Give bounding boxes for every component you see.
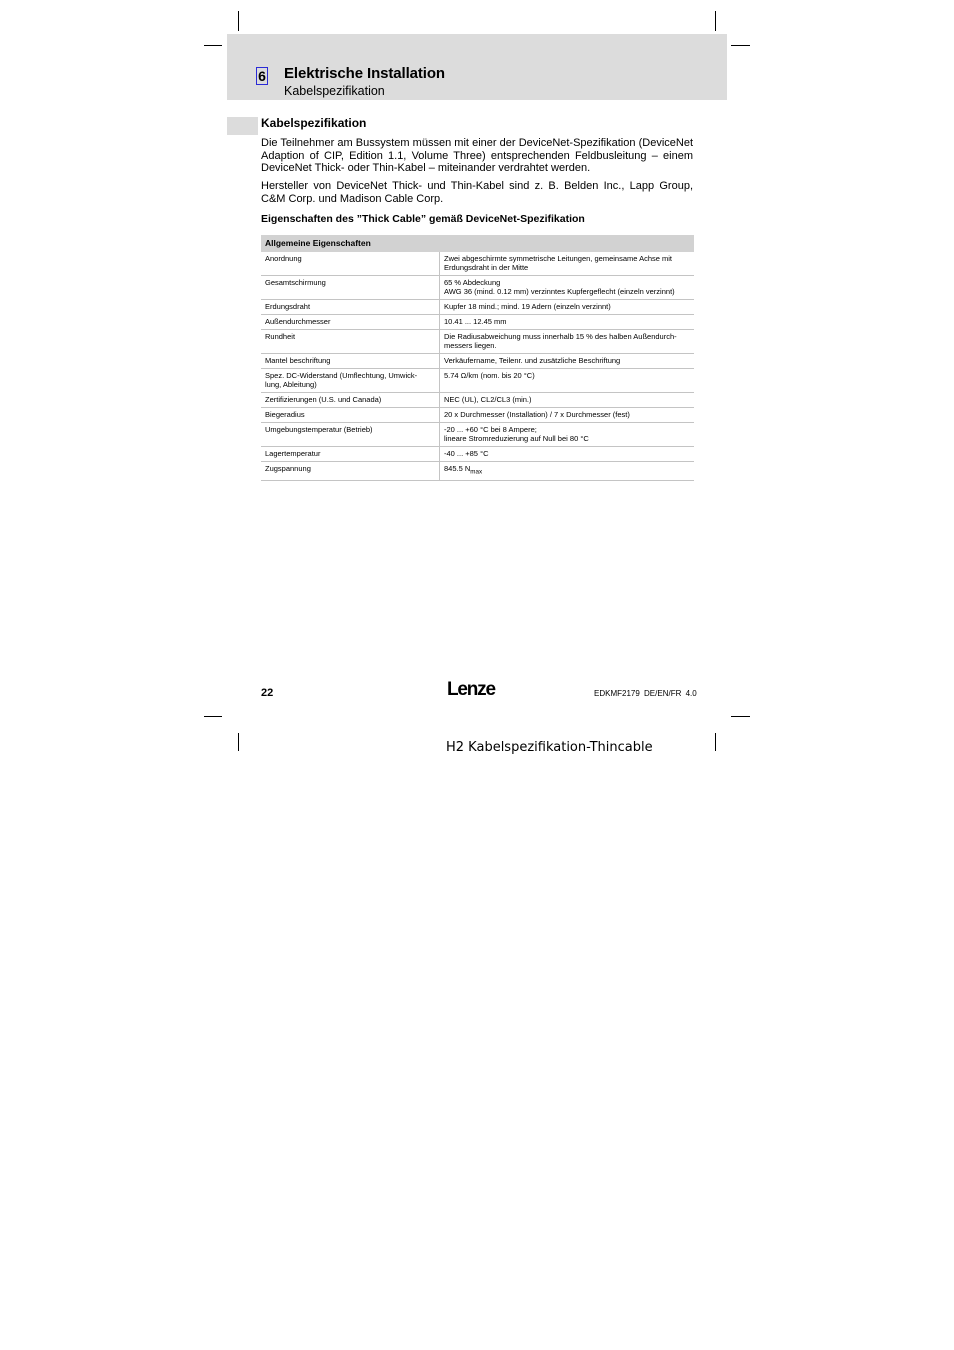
row-value: NEC (UL), CL2/CL3 (min.) xyxy=(440,393,695,408)
crop-mark xyxy=(715,733,716,751)
table-header: Allgemeine Eigenschaften xyxy=(261,235,694,252)
row-value: 5.74 Ω/km (nom. bis 20 °C) xyxy=(440,369,695,393)
row-key: Umgebungstemperatur (Betrieb) xyxy=(261,423,440,447)
chapter-title: Elektrische Installation xyxy=(284,65,445,82)
row-value: Die Radiusabweichung muss innerhalb 15 % des halben Außendurch- messers liegen. xyxy=(440,330,695,354)
row-key: Zugspannung xyxy=(261,462,440,481)
table-row xyxy=(261,393,694,408)
row-key: Spez. DC-Widerstand (Umflechtung, Umwick- lung, Ableitung) xyxy=(261,369,440,393)
section-marker xyxy=(227,117,258,135)
body-paragraph: Hersteller von DeviceNet Thick- und Thin-Kabel sind z. B. Belden Inc., Lapp Group, C&M Corp. und Madison Cable Corp. xyxy=(261,180,693,205)
row-value: Verkäufername, Teilenr. und zusätzliche Beschriftung xyxy=(440,354,695,369)
row-key: Zertifizierungen (U.S. und Canada) xyxy=(261,393,440,408)
row-value: -20 ... +60 °C bei 8 Ampere; lineare Stromreduzierung auf Null bei 80 °C xyxy=(440,423,695,447)
document-code: EDKMF2179 DE/EN/FR 4.0 xyxy=(594,689,697,698)
page-number: 22 xyxy=(261,687,274,699)
table-row xyxy=(261,300,694,315)
table-row xyxy=(261,315,694,330)
chapter-subtitle: Kabelspezifikation xyxy=(284,84,385,98)
table-row xyxy=(261,369,694,393)
table-row xyxy=(261,462,694,481)
table-row xyxy=(261,408,694,423)
table-row xyxy=(261,354,694,369)
spec-table xyxy=(261,235,694,481)
crop-mark xyxy=(731,716,750,717)
lenze-logo: Lenze xyxy=(447,679,495,700)
crop-mark xyxy=(715,11,716,31)
row-value: 65 % Abdeckung AWG 36 (mind. 0.12 mm) verzinntes Kupfergeflecht (einzeln verzinnt) xyxy=(440,276,695,300)
row-key: Lagertemperatur xyxy=(261,447,440,462)
row-value: Zwei abgeschirmte symmetrische Leitungen, gemeinsame Achse mit Erdungsdraht in der Mitte xyxy=(440,252,695,276)
row-key: Erdungsdraht xyxy=(261,300,440,315)
crop-mark xyxy=(238,733,239,751)
chapter-number: 6 xyxy=(256,67,268,85)
subscript-max: max xyxy=(470,468,483,476)
body-paragraph: Die Teilnehmer am Bussystem müssen mit einer der DeviceNet-Spezifikation (DeviceNet Adaption of CIP, Edition 1.1, Volume Three) entsprechenden Feldbusleitung – einem DeviceNet Thick- oder Thin-Kabel – miteinander verdrahtet werden. xyxy=(261,137,693,174)
table-row xyxy=(261,276,694,300)
row-key: Mantel beschriftung xyxy=(261,354,440,369)
crop-mark xyxy=(204,716,222,717)
crop-mark xyxy=(204,45,222,46)
crop-mark xyxy=(731,45,750,46)
table-row xyxy=(261,447,694,462)
table-title: Eigenschaften des ”Thick Cable” gemäß DeviceNet-Spezifikation xyxy=(261,213,585,225)
row-key: Biegeradius xyxy=(261,408,440,423)
row-value: -40 ... +85 °C xyxy=(440,447,695,462)
row-key: Gesamtschirmung xyxy=(261,276,440,300)
row-value: 10.41 ... 12.45 mm xyxy=(440,315,695,330)
row-key: Außendurchmesser xyxy=(261,315,440,330)
table-row xyxy=(261,252,694,276)
row-value: Kupfer 18 mind.; mind. 19 Adern (einzeln verzinnt) xyxy=(440,300,695,315)
row-key: Anordnung xyxy=(261,252,440,276)
row-value: 20 x Durchmesser (Installation) / 7 x Durchmesser (fest) xyxy=(440,408,695,423)
row-value: 845.5 $N_{max}$ xyxy=(440,462,695,481)
row-key: Rundheit xyxy=(261,330,440,354)
crop-mark xyxy=(238,11,239,31)
section-heading: Kabelspezifikation xyxy=(261,116,367,130)
table-row xyxy=(261,423,694,447)
table-row xyxy=(261,330,694,354)
image-caption: H2 Kabelspezifikation-Thincable xyxy=(446,740,653,755)
